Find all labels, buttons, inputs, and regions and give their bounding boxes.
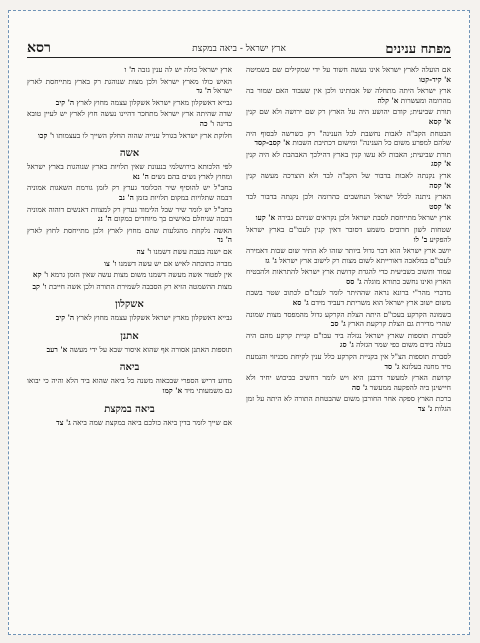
entry-text: לסברת תוספות שארץ ישראל נגזלה ביד עבו"ם קניית קרקע מהם היה בעלה בידם משום כפי שמר הגזלה <box>246 330 451 350</box>
left-column <box>27 65 232 614</box>
entry-reference: א' קמו <box>162 386 183 396</box>
index-entry <box>246 225 451 244</box>
entry-reference: ה' נא <box>132 171 149 181</box>
index-entry <box>27 226 232 245</box>
entry-text: עמוד ותשוב בשביעית כדי להגדת קדושת ארץ ישראל להתראות ולהבטיח הארץ ואינו נחשב כתורא מוגלה <box>246 267 451 286</box>
entry-text: גבייא דאשקלון מארץ ישראל אשקלון עצמה מחוץ לארץ <box>74 97 232 107</box>
entry-text: תוספות האתנן אסורה אף שהוא איסור שבא על ידי מעשה <box>67 344 232 354</box>
index-entry <box>246 267 451 286</box>
running-title: מפתח ענינים <box>385 42 451 57</box>
entry-reference: א' קסה <box>429 180 451 190</box>
index-entry <box>27 65 232 75</box>
entry-reference: ו' צו <box>104 258 117 268</box>
entry-text: מברה כתובתה לאיש אם יש עשה דשמנו <box>116 258 232 268</box>
entry-reference: ה' נג <box>97 214 112 224</box>
entry-text: לסברת תוספות הצ"ל אין בקניית הקרקע כלל ענין לקיחת מכניזוי והנמעת מיד מחנה בעלונא <box>246 352 451 371</box>
entry-reference: ג' סא <box>292 298 309 308</box>
entry-reference: ג' צד <box>417 404 433 413</box>
entry-text: בחב"ל יש להוסיף שיר הכלומד גערץ רק לזמן גורמת השאגות אמוניה דבמה שתלויות במקום תלויות בזמן <box>27 183 232 202</box>
index-entry <box>246 331 451 350</box>
entry-text: אם הועלה לארץ ישראל אינו נעשה חשוד על ידי שמקילים שם בשמיטה <box>246 65 451 74</box>
entry-reference: א' קסב-קסד <box>254 138 291 148</box>
entry-text: אם ישנה בעבת עשת דשמנו <box>151 246 232 256</box>
entry-text: יושב ארץ ישראל הוא דבר גדול ביותר שזהו לא התיר שום שבות דאמירה לעכו"ם במלאכה דאורייתא לשום מצות רק לישוב ארץ ישראל <box>246 246 451 265</box>
index-entry <box>246 288 451 307</box>
entry-reference: ו' קא <box>32 270 49 280</box>
index-entry <box>27 259 232 269</box>
entry-text: מדוע דריש הספרי שבכאוה משנה כל ביאה שהוא ביד הלא והיה כי יבואו גם משמעותי מיד <box>27 376 232 396</box>
entry-text: האיש כולו מארץ ישראל ולכן מצות שנוהגת רק בארץ מתייחסת לארץ ישראל <box>27 76 232 96</box>
entry-reference: א' קלה <box>377 95 399 105</box>
entry-text: האשה נלקחת מהגלעות שהם מחוץ לארץ ולכן מתייחסת לחוץ לארץ <box>27 225 232 235</box>
index-entry <box>246 107 451 126</box>
entry-text: חלוקת ארץ ישראל בגורל ענייה שהוה החלק השייך לו בעצמותו <box>54 130 232 140</box>
entry-reference: ג' סה <box>351 382 368 392</box>
entry-reference: ג' סג <box>340 340 354 350</box>
index-entry <box>27 282 232 292</box>
index-entry <box>246 150 451 169</box>
entry-text: תורת שביעית; קודם יהושע היה על הארץ רק שם ירושה ולא שם קנין <box>246 107 451 117</box>
index-entry <box>27 313 232 323</box>
index-entry <box>27 98 232 108</box>
entry-reference: ו' קכו <box>38 130 55 140</box>
entry-text: תורת שביעית; האבות לא עשו קנין בארץ דהילכך האבהבת לא היה קנין <box>246 149 451 159</box>
entry-text: בחב"ל יש לומר שיר שבל הלימוד גערץ רק למצוות דאנשים דוהוה אמוניה דבמה שניחלם באישים בך מיוחדים במקום <box>27 204 232 224</box>
entry-reference: א' קסג <box>431 159 451 169</box>
index-entry <box>27 345 232 355</box>
entry-text: הבטחת הקב"ה לאבות נחשבת לכל הענינה" רק כשרשה לבסוף היה שלהם למפרע משום כל הענינה" ומישום דכתיבת השבות <box>246 128 451 148</box>
entry-text: מדברי מהר"י ברונא נראה שההיתר לומר לעכו"ם לכתוב שטר בשבת משום ישוב ארץ ישראל הוא משריתת דעביד מידם <box>246 288 451 308</box>
index-entry <box>27 162 232 181</box>
index-entry <box>246 373 451 392</box>
section-heading: ביאה <box>119 362 140 374</box>
index-entry <box>246 192 451 211</box>
index-entry <box>27 131 232 141</box>
entry-text: הארץ ניתנה לכלל ישראל הנחשבים כהרומה ולכן נקנתה בדבור לבד <box>246 192 451 202</box>
index-entry <box>246 129 451 148</box>
entry-reference: ה' קיב <box>55 313 75 323</box>
index-entry <box>27 376 232 395</box>
index-entry <box>27 247 232 257</box>
section-heading: אתנן <box>120 330 139 342</box>
entry-text: גבייא דאשקלון מארץ ישראל אשקלון עצמה מחוץ לארץ <box>74 313 232 323</box>
index-entry <box>246 246 451 265</box>
section-heading: ביאה במקצת <box>104 403 155 415</box>
entry-reference: ג' סס <box>346 276 362 286</box>
entry-reference: ו' קב <box>32 281 47 291</box>
entry-reference: ג' גז <box>265 255 277 265</box>
entry-reference: ה' קיב <box>55 97 75 107</box>
entry-reference: ו' כה <box>199 118 215 128</box>
entry-reference: ה' גד <box>196 86 212 96</box>
entry-text: ארץ ישראל מתייחסת לסבת ישראל ולכן נקראים שניהם גבירה <box>275 213 451 223</box>
page-header <box>27 31 451 58</box>
index-entry <box>27 418 232 428</box>
entry-text: ברכת הארץ ספקה אחר החורבן משום שהבטחת התורה לא היתה על זמן הגלות <box>246 394 451 413</box>
entry-reference: ב' לו <box>413 234 428 244</box>
section-heading: אשקלון <box>115 299 144 311</box>
entry-text: מצות ההשמטה הזיא רק הסבבה לשמירת התורה ולכן אשה חייבת <box>46 281 232 291</box>
running-subtitle: ארץ ישראל - ביאה במקצת <box>192 44 286 54</box>
right-column <box>246 65 451 614</box>
entry-reference: ה' נב <box>118 192 134 202</box>
entry-reference: א' קעו <box>255 213 276 223</box>
entry-text: לפי הלכותא בירושלמי בנעונת שאין תלויות בארץ שנוהגות בארץ ישראל ומחוץ לארץ נשים בהם נשים <box>27 162 232 181</box>
entry-reference: ג' סד <box>384 361 400 371</box>
index-entry <box>246 394 451 413</box>
entry-reference: ג' סב <box>330 319 346 329</box>
index-entry <box>27 270 232 280</box>
index-entry <box>27 205 232 224</box>
index-entry <box>27 77 232 96</box>
index-columns <box>27 65 451 614</box>
entry-text: שדה שהיתה ארץ ישראל מתחכר דהיינו נעשה חוץ לארץ יש לעיין טובא בדינה <box>27 109 232 128</box>
entry-reference: ג' צד <box>56 417 71 427</box>
entry-text: ארץ נקנתה לאבות בדבור של הקב"ה לבד ולא הוצרכה מעשה קנין <box>246 170 451 180</box>
entry-text: ארץ ישראל היתה מתחלה של אבותינו ולכן אין שעבוד האם שמור בה מהרומה ומעשרות <box>246 86 451 105</box>
entry-reference: ו' צה <box>136 246 152 256</box>
entry-reference: ה' ו <box>124 65 136 74</box>
index-entry <box>246 352 451 371</box>
entry-reference: ה' נד <box>217 235 232 245</box>
index-entry <box>246 310 451 329</box>
page-number: רסא <box>27 40 51 56</box>
entry-text: שטחות לשון חרובים משמע דסובר דאין קנין לעכו"ם בארץ ישראל להפקיע <box>246 224 451 244</box>
index-entry <box>27 109 232 128</box>
entry-text: קדושת הארץ למעשר דרבנן היא ויש לומר דחשיב כביכוש יחיד ולא חיישינן ביה להפקעה ממעשר <box>246 373 451 392</box>
index-entry <box>246 86 451 105</box>
index-entry <box>27 183 232 202</box>
entry-reference: א' קסא <box>428 116 451 126</box>
entry-reference: א' קסט <box>429 201 451 211</box>
index-entry <box>246 213 451 223</box>
section-heading: אשה <box>119 148 140 160</box>
index-entry <box>246 65 451 84</box>
entry-text: ארץ ישראל כולה יש לה ענין גזבה <box>135 65 232 74</box>
entry-reference: א' קיד-קטו <box>419 74 451 84</box>
book-page <box>8 10 470 635</box>
entry-text: אין לפטור אשה מעשה דשמנו משום מצות עשה שאין הזמן גרמא <box>48 270 232 280</box>
entry-text: בשמונה הקרקע בעכו"ם היתה הצלת הקרקע גדול מהמפסד מצות שמונה שהרי מדירת גם הצלת קרקעת הארץ <box>246 309 451 329</box>
index-entry <box>246 171 451 190</box>
entry-reference: א' רעב <box>46 344 68 354</box>
entry-text: אם שייך לומר בדין ביאה כולכם ביאה במקצת שמה ביאה <box>70 417 232 427</box>
